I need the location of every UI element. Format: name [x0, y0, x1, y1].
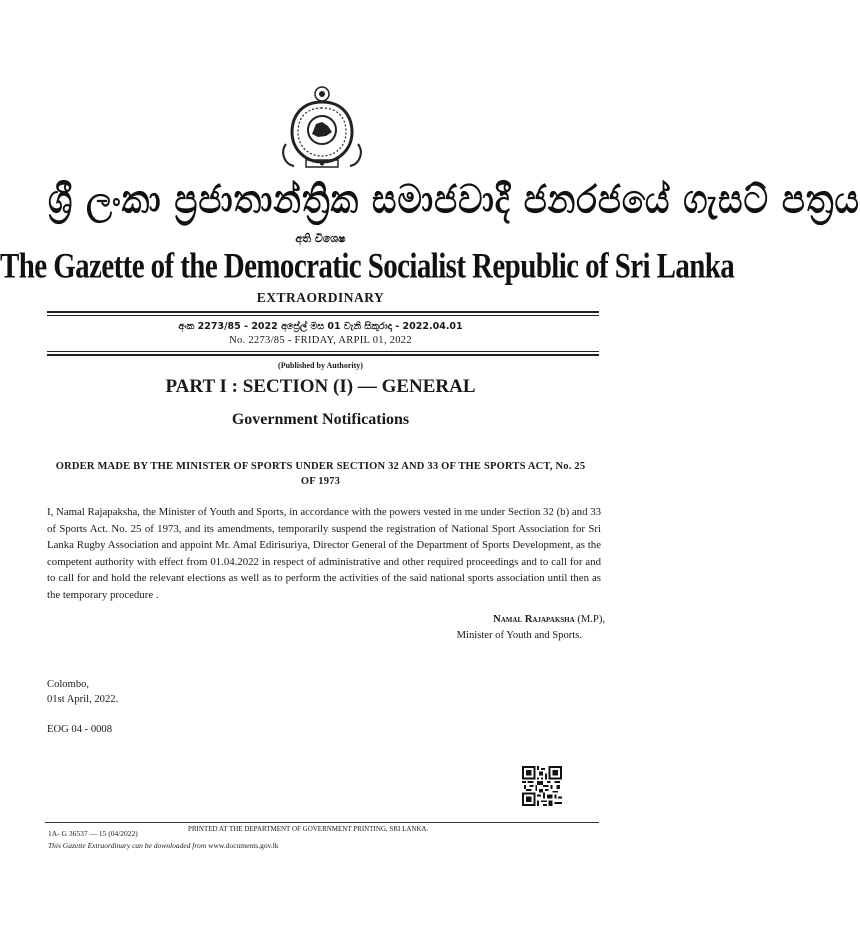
footer-download-url[interactable]: www.documents.gov.lk: [208, 841, 279, 850]
state-emblem-icon: [276, 80, 368, 172]
gazette-title-sinhala: ශ්‍රී ලංකා ප්‍රජාතාන්ත්‍රික සමාජවාදී ජනරජයේ ගැසට් පත්‍රය: [48, 177, 860, 223]
signatory: [440, 614, 605, 625]
signatory-name: Namal Rajapaksha: [493, 614, 575, 625]
published-by-authority: (Published by Authority): [278, 361, 363, 370]
extraordinary-label: EXTRAORDINARY: [256, 290, 385, 305]
gazette-number-english: No. 2273/85 - FRIDAY, ARPIL 01, 2022: [229, 335, 412, 346]
header-rule-bottom-thin: [47, 351, 599, 352]
order-body: I, Namal Rajapaksha, the Minister of Youth and Sports, in accordance with the powers vested in me under Section 32 (b) and 33 of Sports Act. No. 25 of 1973, and its amendments, temporarily suspend the registration of National Sport Association for Sri Lanka Rugby Association and appoint Mr. Amal Edirisuriya, Director General of the Department of Sports Development, as the competent authority with effect from 01.04.2022 in respect of administrative and other required proceedings and to call for and to call for and hold the relevant elections as well as to perform the activities of the said national sports association until then as the temporary procedure .: [47, 506, 601, 601]
header-rule-bottom: [47, 354, 599, 356]
footer-printer: PRINTED AT THE DEPARTMENT OF GOVERNMENT PRINTING, SRI LANKA.: [188, 825, 429, 833]
qr-code-icon: [522, 766, 562, 806]
date: 01st April, 2022.: [47, 694, 119, 705]
footer-download-note: [48, 841, 279, 850]
special-label-sinhala: අති විශෙෂ: [295, 232, 346, 245]
header-rule-top-thin: [47, 315, 599, 316]
part-heading: PART I : SECTION (I) — GENERAL: [165, 376, 476, 397]
section-subheading: Government Notifications: [231, 411, 410, 428]
place: Colombo,: [47, 679, 90, 690]
gazette-title-english: The Gazette of the Democratic Socialist Republic of Sri Lanka: [0, 246, 735, 286]
footer-print-code: 1A- G 36537 — 15 (04/2022): [48, 829, 138, 838]
gazette-number-sinhala: අංක 2273/85 - 2022 අප්‍රේල් මස 01 වැනි සිකුරාදා - 2022.04.01: [178, 321, 463, 332]
footer-download-text: This Gazette Extraordinary can be downloaded from: [48, 841, 207, 850]
footer-rule: [45, 822, 599, 823]
header-rule-top: [47, 311, 599, 313]
signatory-title: Minister of Youth and Sports.: [456, 630, 582, 641]
order-title: ORDER MADE BY THE MINISTER OF SPORTS UNDER SECTION 32 AND 33 OF THE SPORTS ACT, No. 25 OF 1973: [55, 461, 586, 487]
signatory-suffix: (M.P),: [574, 614, 605, 625]
reference-number: EOG 04 - 0008: [47, 724, 113, 735]
